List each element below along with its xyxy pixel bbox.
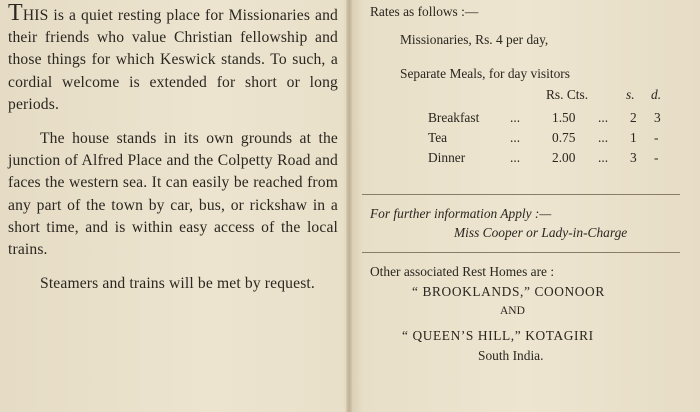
leader-dots: ... [598, 150, 609, 165]
header-s: s. [626, 87, 635, 102]
divider-rule [362, 252, 680, 253]
leader-dots: ... [598, 130, 609, 145]
meal-price-s: 3 [630, 150, 637, 165]
meal-name: Dinner [428, 150, 466, 165]
steamers-paragraph: Steamers and trains will be met by request. [40, 275, 315, 293]
meal-name: Tea [428, 130, 448, 145]
meal-price-rs: 1.50 [552, 110, 576, 125]
and-text: AND [500, 305, 525, 317]
home-queens-hill: “ QUEEN’S HILL,” KOTAGIRI [402, 328, 594, 343]
meal-price-s: 1 [630, 130, 637, 145]
info-heading: For further information Apply :— [370, 206, 552, 221]
meal-price-rs: 0.75 [552, 130, 576, 145]
meal-price-d: 3 [654, 110, 661, 125]
drop-cap: T [8, 0, 23, 26]
associated-heading: Other associated Rest Homes are : [370, 264, 555, 279]
region-text: South India. [478, 348, 544, 363]
page-fold [346, 0, 352, 412]
meal-name: Breakfast [428, 110, 480, 125]
home-brooklands: “ BROOKLANDS,” COONOOR [412, 284, 605, 299]
rates-heading: Rates as follows :— [370, 4, 479, 19]
leader-dots: ... [510, 110, 521, 125]
meal-price-rs: 2.00 [552, 150, 576, 165]
divider-rule [362, 194, 680, 195]
intro-text: HIS is a quiet resting place for Missionaries and their friends who value Christian fellowship and those things for which Keswick stands. To such, a cordial welcome is extended for short or long periods. [8, 7, 338, 113]
location-paragraph: The house stands in its own grounds at the junction of Alfred Place and the Colpetty Road and faces the western sea. It can easily be reached from any part of the town by car, bus, or rickshaw in a short time, and is within easy access of the local trains. [8, 130, 338, 259]
missionaries-rate: Missionaries, Rs. 4 per day, [400, 32, 549, 47]
leader-dots: ... [598, 110, 609, 125]
header-rs-cts: Rs. Cts. [546, 87, 589, 102]
leader-dots: ... [510, 130, 521, 145]
meal-price-d: - [654, 150, 659, 165]
left-page [8, 0, 338, 307]
intro-paragraph [8, 0, 338, 116]
leader-dots: ... [510, 150, 521, 165]
header-d: d. [651, 87, 662, 102]
meals-heading: Separate Meals, for day visitors [400, 66, 570, 81]
meal-price-s: 2 [630, 110, 637, 125]
info-contact: Miss Cooper or Lady-in-Charge [454, 225, 628, 240]
meal-price-d: - [654, 130, 659, 145]
